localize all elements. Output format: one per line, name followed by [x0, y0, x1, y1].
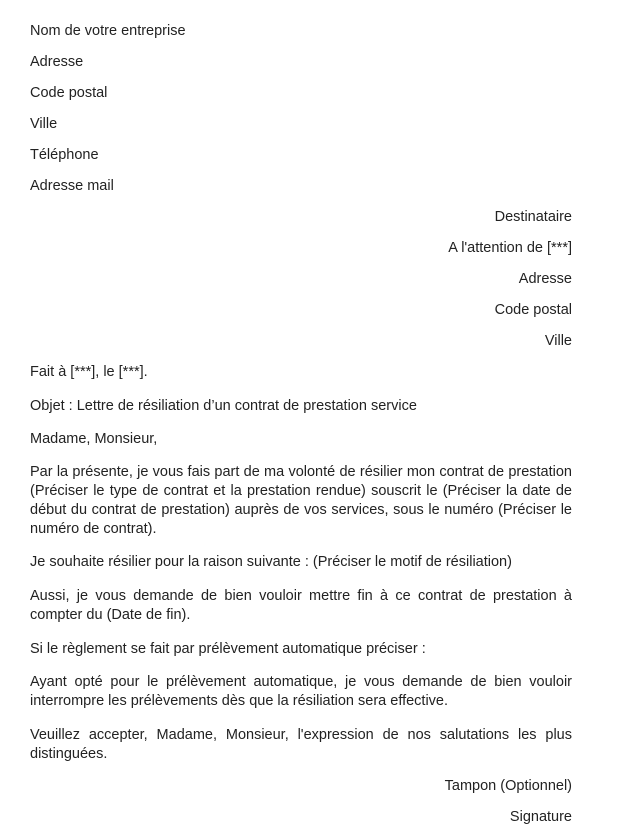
sender-address: Adresse [30, 54, 84, 70]
salutation: Madame, Monsieur, [30, 431, 158, 447]
recipient-attention: A l'attention de [***] [448, 240, 572, 256]
place-date: Fait à [***], le [***]. [30, 364, 148, 380]
stamp-label: Tampon (Optionnel) [444, 778, 572, 794]
recipient-postal-code: Code postal [494, 302, 572, 318]
recipient-city: Ville [544, 333, 572, 349]
recipient-name: Destinataire [494, 209, 572, 225]
recipient-address: Adresse [518, 271, 572, 287]
sender-phone: Téléphone [30, 147, 99, 163]
paragraph-closing: Veuillez accepter, Madame, Monsieur, l'expression de nos salutations les plus distinguées. [30, 727, 572, 762]
sender-city: Ville [30, 116, 58, 132]
signature-label: Signature [509, 809, 572, 825]
paragraph-contract-details: Par la présente, je vous fais part de ma volonté de résilier mon contrat de prestation (Préciser le type de contrat et la prestation rendue) souscrit le (Préciser la date de début du contrat de prestation) auprès de vos services, sous le numéro (Préciser le numéro de contrat). [30, 464, 572, 537]
subject-line: Objet : Lettre de résiliation d’un contrat de prestation service [30, 398, 417, 414]
paragraph-end-date: Aussi, je vous demande de bien vouloir mettre fin à ce contrat de prestation à compter du (Date de fin). [30, 588, 572, 623]
paragraph-direct-debit: Ayant opté pour le prélèvement automatique, je vous demande de bien vouloir interrompre les prélèvements dès que la résiliation sera effective. [30, 674, 572, 709]
sender-company: Nom de votre entreprise [30, 23, 186, 39]
sender-postal-code: Code postal [30, 85, 108, 101]
paragraph-reason: Je souhaite résilier pour la raison suivante : (Préciser le motif de résiliation) [30, 554, 512, 570]
sender-email: Adresse mail [30, 178, 114, 194]
paragraph-direct-debit-note: Si le règlement se fait par prélèvement automatique préciser : [30, 641, 426, 657]
